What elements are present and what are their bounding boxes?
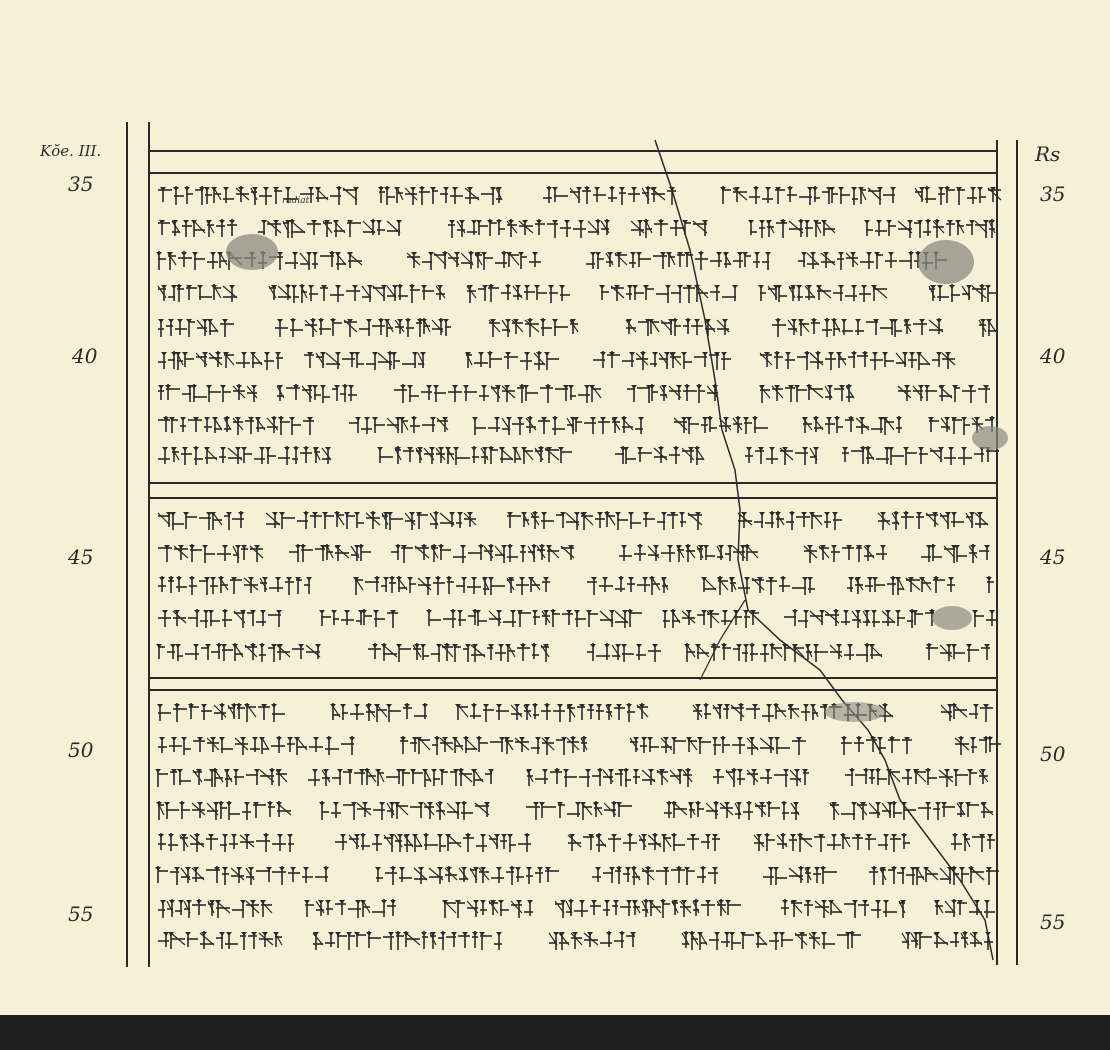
left-header-label: Kŏe. III. (40, 142, 102, 160)
right-line-number-50: 50 (1040, 742, 1066, 766)
left-line-number-40: 40 (72, 344, 98, 368)
left-line-number-50: 50 (68, 738, 94, 762)
smudge-3 (972, 426, 1008, 450)
left-line-number-55: 55 (68, 902, 94, 926)
right-header-label: Rs (1035, 142, 1061, 166)
right-line-number-45: 45 (1040, 545, 1066, 569)
right-line-number-40: 40 (1040, 344, 1066, 368)
bottom-border-strip (0, 1015, 1110, 1050)
smudge-4 (932, 606, 972, 630)
right-line-number-55: 55 (1040, 910, 1066, 934)
left-line-number-35: 35 (68, 172, 94, 196)
right-line-number-35: 35 (1040, 182, 1066, 206)
marginal-note: radiat (282, 196, 310, 206)
smudge-1 (226, 234, 278, 270)
smudge-5 (825, 702, 885, 722)
left-line-number-45: 45 (68, 545, 94, 569)
smudge-2 (918, 240, 974, 284)
